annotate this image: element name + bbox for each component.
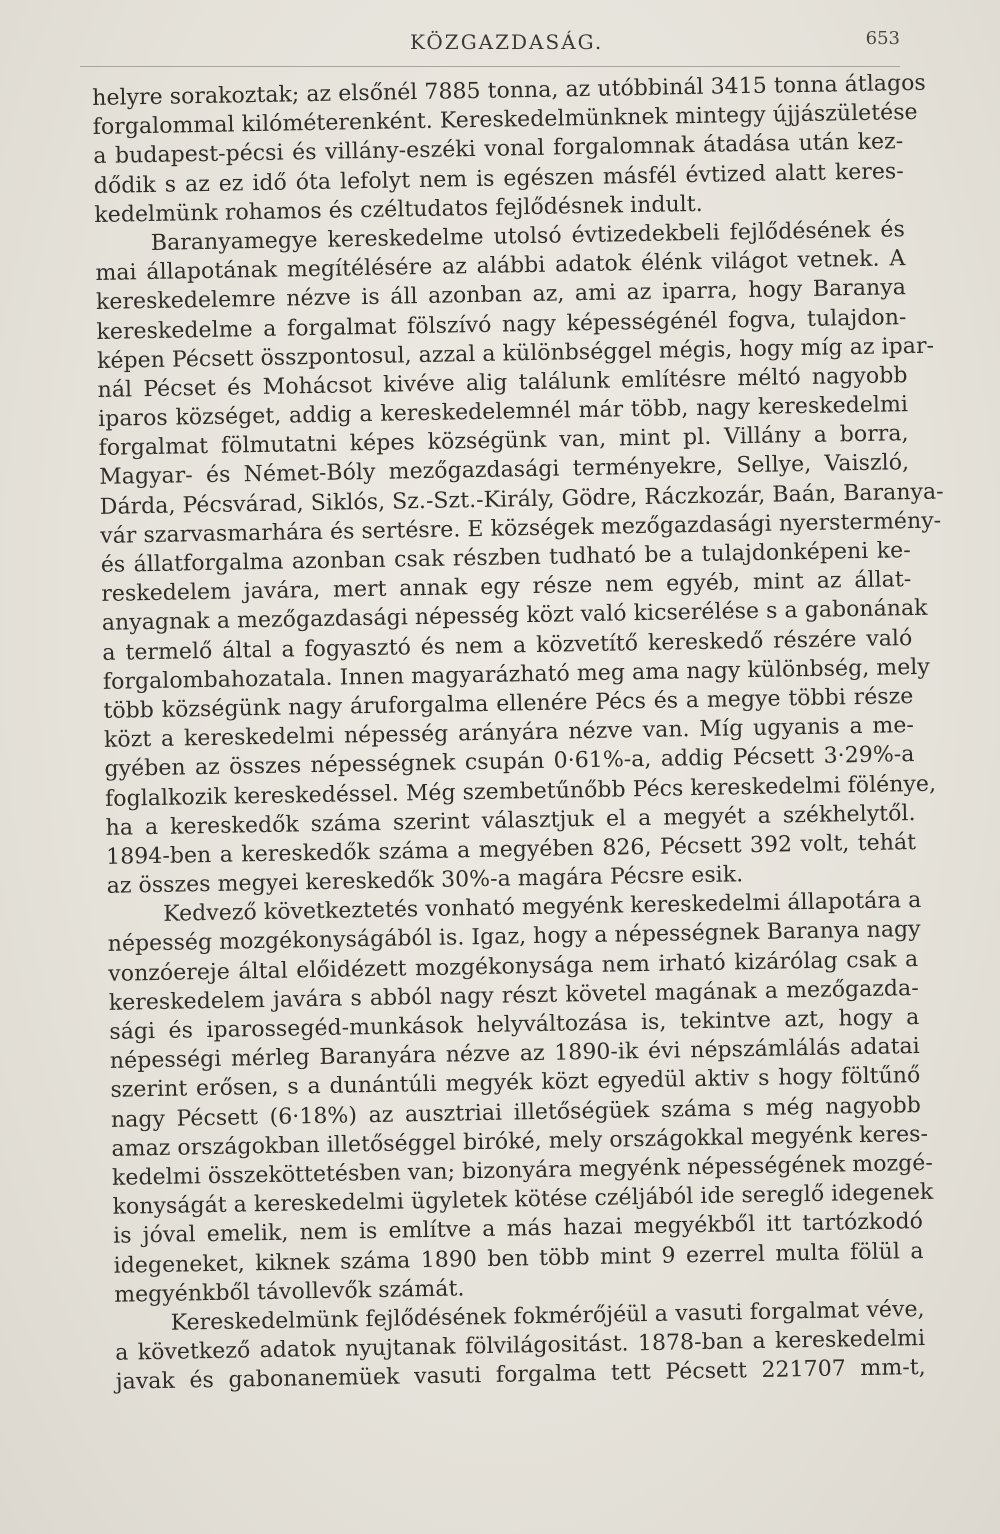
text-line: nagy Pécsett (6·18%) az ausztriai illetőségüek száma s még nagyobb [110, 1092, 922, 1133]
text-line: a budapest-pécsi és villány-eszéki vonal forgalomnak átadása után kez- [93, 129, 904, 170]
text-line: is jóval emelik, nem is említve a más hazai megyékből itt tartózkodó [112, 1209, 924, 1250]
text-line: forgalmat fölmutatni képes községünk van, mint pl. Villány a borra, [98, 421, 909, 462]
text-line: és állatforgalma azonban csak részben tudható be a tulajdonképeni ke- [100, 538, 911, 578]
text-line: Dárda, Pécsvárad, Siklós, Sz.-Szt.-Király, Gödre, Ráczkozár, Baán, Baranya- [99, 479, 944, 520]
page-number: 653 [865, 28, 900, 49]
text-line: gyében az összes népességnek csupán 0·61%-a, addig Pécsett 3·29%-a [104, 742, 915, 783]
header-rule [80, 66, 900, 67]
text-line: sági és iparossegéd-munkások helyváltozása is, tekintve azt, hogy a [109, 1004, 920, 1045]
text-line: vonzóereje által előidézett mozgékonysága nem irható kizárólag csak a [108, 946, 919, 987]
paragraph-first-line: Baranyamegye kereskedelme utolsó évtizedekbeli fejlődésének és [150, 217, 906, 256]
text-line: szerint erősen, s a dunántúli megyék közt egyedül aktiv s hogy föltűnő [110, 1063, 921, 1104]
text-line: ha a kereskedők száma szerint választjuk el a megyét a székhelytől. [105, 800, 916, 841]
running-title: KÖZGAZDASÁG. [410, 30, 604, 54]
text-line: dődik s az ez idő óta lefolyt nem is egészen másfél évtized alatt keres- [93, 158, 904, 199]
text-line: kereskedelme a forgalmat fölszívó nagy képességénél fogva, tulajdon- [96, 304, 907, 345]
text-line: megyénkből távollevők számát. [113, 1276, 465, 1308]
text-line: anyagnak a mezőgazdasági népesség közt való kicserélése s a gabonának [101, 596, 928, 637]
text-line: konyságát a kereskedelmi ügyletek kötése czéljából ide sereglő idegenek [112, 1179, 934, 1220]
text-line: nál Pécset és Mohácsot kivéve alig találunk említésre méltó nagyobb [97, 362, 908, 403]
text-line: Magyar- és Német-Bóly mezőgazdasági terményekre, Sellye, Vaiszló, [98, 450, 910, 491]
text-line: vár szarvasmarhára és sertésre. E községek mezőgazdasági nyerstermény- [100, 508, 942, 549]
text-line: kedelmünk rohamos és czéltudatos fejlődésnek indult. [94, 191, 703, 228]
text-line: a következő adatok nyujtanak fölvilágositást. 1878-ban a kereskedelmi [115, 1326, 926, 1366]
text-line: forgalommal kilóméterenként. Kereskedelmünknek mintegy újjászületése [92, 100, 918, 141]
text-line: kereskedelemre nézve is áll azonban az, ami az iparra, hogy Baranya [95, 275, 907, 316]
text-line: népesség mozgékonyságából is. Igaz, hogy a népességnek Baranya nagy [107, 917, 921, 958]
text-line: foglalkozik kereskedéssel. Még szembetűnőbb Pécs kereskedelmi fölénye, [104, 771, 937, 812]
text-line: képen Pécsett összpontosul, azzal a különbséggel mégis, hogy míg az ipar- [96, 333, 935, 374]
text-line: 1894-ben a kereskedők száma a megyében 826, Pécsett 392 volt, tehát [105, 829, 917, 870]
running-head [90, 22, 900, 58]
text-line: mai állapotának megítélésére az alábbi adatok élénk világot vetnek. A [95, 246, 906, 287]
text-line: kereskedelem javára s abból nagy részt követel magának a mezőgazda- [108, 975, 919, 1016]
text-line: több községünk nagy áruforgalma ellenére Pécs és a megye többi része [103, 683, 914, 724]
text-line: népességi mérleg Baranyára nézve az 1890-ik évi népszámlálás adatai [109, 1034, 921, 1075]
text-line: javak és gabonanemüek vasuti forgalma tett Pécsett 221707 mm-t, [115, 1355, 926, 1396]
text-line: az összes megyei kereskedők 30%-a magára Pécsre esik. [106, 862, 744, 899]
text-line: kedelmi összeköttetésben van; bizonyára megyénk népességének mozgé- [111, 1150, 934, 1191]
body-text [92, 69, 944, 1397]
text-line: helyre sorakoztak; az elsőnél 7885 tonna, az utóbbinál 3415 tonna átlagos [92, 70, 926, 111]
text-line: amaz országokban illetőséggel biróké, mely országokkal megyénk keres- [111, 1121, 929, 1162]
text-line: közt a kereskedelmi népesség arányára nézve van. Míg ugyanis a me- [103, 713, 915, 754]
text-line: a termelő által a fogyasztó és nem a közvetítő kereskedő részére való [102, 625, 913, 666]
text-line: iparos községet, addig a kereskedelemnél már több, nagy kereskedelmi [97, 392, 909, 433]
text-line: reskedelem javára, mert annak egy része nem egyéb, mint az állat- [101, 567, 912, 608]
paragraph-first-line: Kedvező következtetés vonható megyénk kereskedelmi állapotára a [163, 888, 922, 928]
text-line: forgalombahozatala. Innen magyarázható meg ama nagy különbség, mely [102, 654, 931, 695]
paragraph-first-line: Kereskedelmünk fejlődésének fokmérőjéül a vasuti forgalmat véve, [170, 1296, 925, 1336]
text-line: idegeneket, kiknek száma 1890 ben több mint 9 ezerrel multa fölül a [113, 1238, 924, 1279]
